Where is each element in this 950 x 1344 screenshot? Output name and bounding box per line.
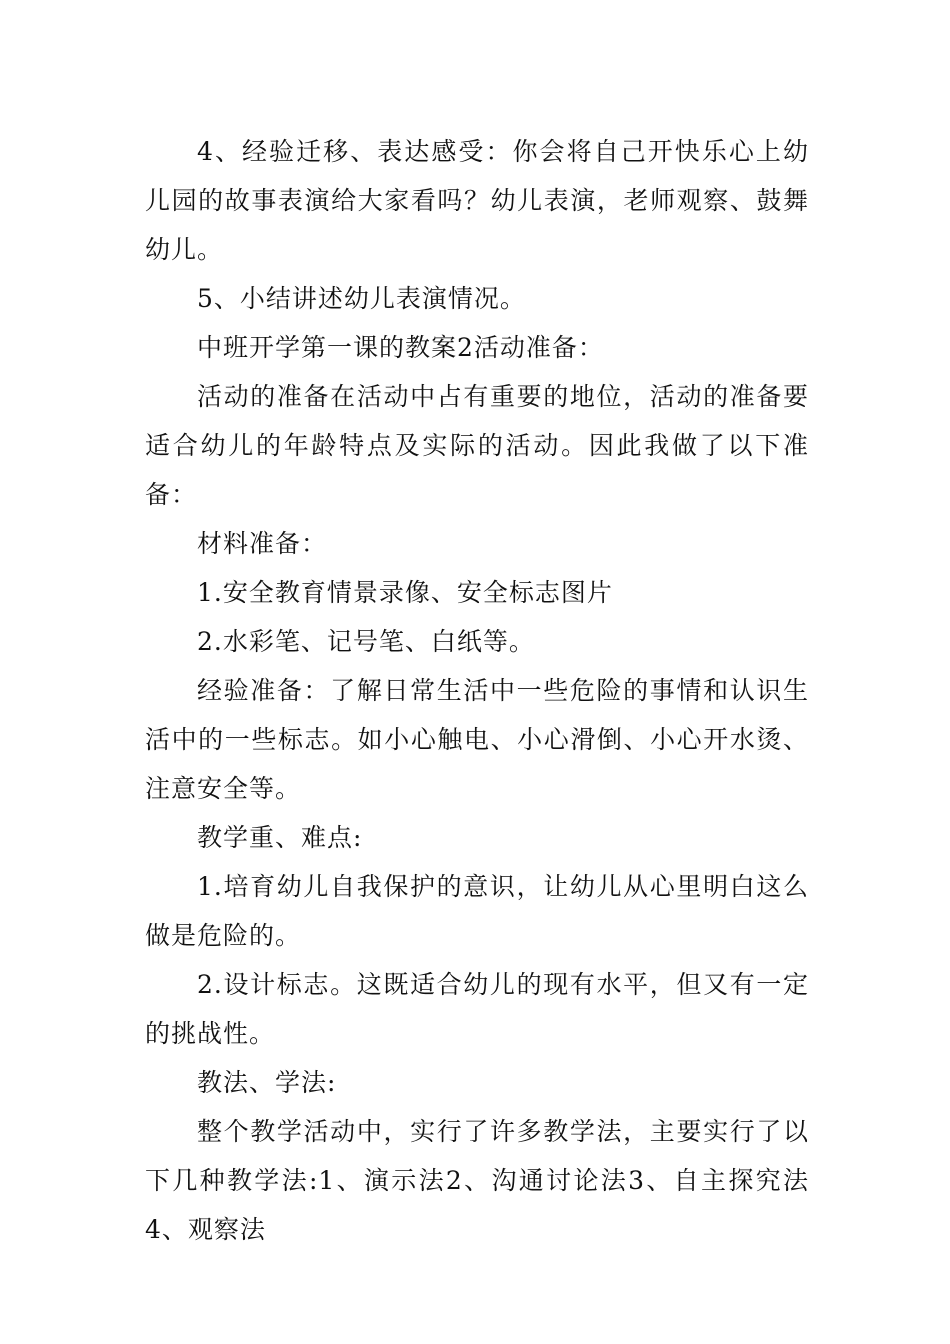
paragraph-step-5: 5、小结讲述幼儿表演情况。 xyxy=(197,284,526,313)
paragraph-key-points-heading: 教学重、难点: xyxy=(197,823,363,852)
paragraph-material-2: 2.水彩笔、记号笔、白纸等。 xyxy=(197,627,535,656)
paragraph-lesson-heading: 中班开学第一课的教案2活动准备： xyxy=(197,333,604,362)
paragraph-experience: 经验准备：了解日常生活中一些危险的事情和认识生活中的一些标志。如小心触电、小心滑倒、小心开水烫、注意安全等。 xyxy=(145,676,809,803)
paragraph-material-heading: 材料准备： xyxy=(197,529,328,558)
paragraph-material-1: 1.安全教育情景录像、安全标志图片 xyxy=(197,578,613,607)
paragraph-key-point-1: 1.培育幼儿自我保护的意识，让幼儿从心里明白这么做是危险的。 xyxy=(145,872,809,950)
document-body xyxy=(145,127,809,1254)
paragraph-methods: 整个教学活动中，实行了许多教学法，主要实行了以下几种教学法:1、演示法2、沟通讨论法3、自主探究法4、观察法 xyxy=(145,1117,809,1244)
paragraph-methods-heading: 教法、学法: xyxy=(197,1068,337,1097)
paragraph-preparation-intro: 活动的准备在活动中占有重要的地位，活动的准备要适合幼儿的年龄特点及实际的活动。因此我做了以下准备： xyxy=(145,382,809,509)
paragraph-key-point-2: 2.设计标志。这既适合幼儿的现有水平，但又有一定的挑战性。 xyxy=(145,970,809,1048)
paragraph-step-4: 4、经验迁移、表达感受：你会将自己开快乐心上幼儿园的故事表演给大家看吗？幼儿表演，老师观察、鼓舞幼儿。 xyxy=(145,137,809,264)
